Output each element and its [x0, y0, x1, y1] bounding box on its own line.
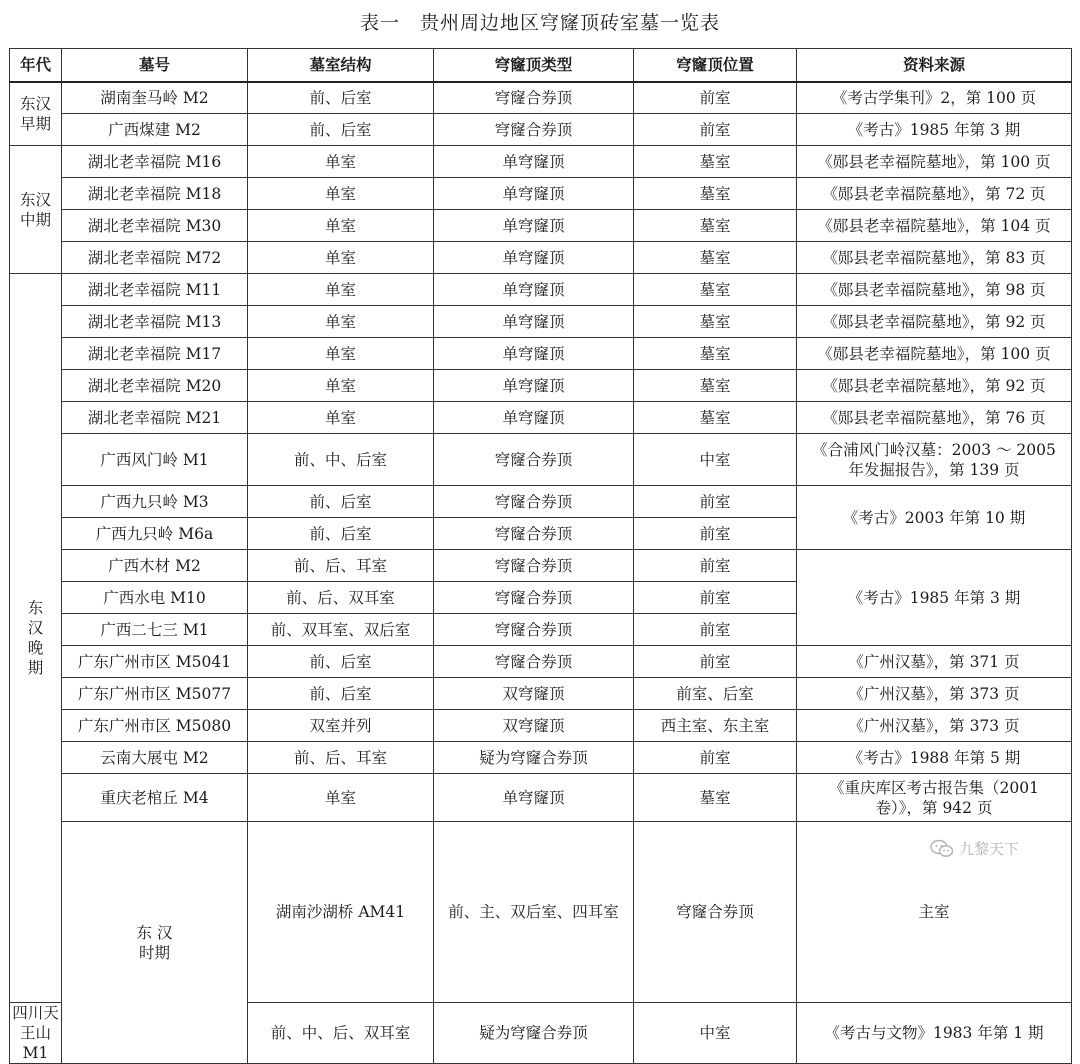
- structure-cell: 前、后室: [248, 646, 434, 678]
- vault-type-cell: 单穹窿顶: [434, 178, 634, 210]
- structure-cell: 单室: [248, 210, 434, 242]
- source-cell: 《郧县老幸福院墓地》，第 100 页: [797, 146, 1072, 178]
- vault-position-cell: 中室: [634, 434, 797, 486]
- tomb-cell: 四川天王山 M1: [10, 1003, 62, 1064]
- era-cell-early: [10, 82, 62, 146]
- vault-type-cell: 双穹窿顶: [434, 678, 634, 710]
- structure-cell: 单室: [248, 242, 434, 274]
- table-row: [10, 646, 1072, 678]
- vault-type-cell: 穹窿合券顶: [434, 486, 634, 518]
- table-row: [10, 710, 1072, 742]
- vault-type-cell: 双穹窿顶: [434, 710, 634, 742]
- header-era: 年代: [10, 49, 62, 82]
- era-text: 汉: [27, 619, 44, 637]
- tomb-cell: 广西二七三 M1: [62, 614, 248, 646]
- vault-type-cell: 穹窿合券顶: [434, 646, 634, 678]
- structure-cell: 双室并列: [248, 710, 434, 742]
- tomb-cell: 广东广州市区 M5080: [62, 710, 248, 742]
- structure-cell: 单室: [248, 274, 434, 306]
- structure-cell: 前、中、后室: [248, 434, 434, 486]
- vault-type-cell: 单穹窿顶: [434, 210, 634, 242]
- vault-position-cell: 中室: [634, 1003, 797, 1064]
- vault-type-cell: 穹窿合券顶: [434, 614, 634, 646]
- tomb-cell: 云南大展屯 M2: [62, 742, 248, 774]
- structure-cell: 前、中、后、双耳室: [248, 1003, 434, 1064]
- vault-type-cell: 穹窿合券顶: [434, 82, 634, 114]
- table-row: [10, 338, 1072, 370]
- vault-type-cell: 穹窿合券顶: [434, 582, 634, 614]
- tomb-cell: 湖北老幸福院 M17: [62, 338, 248, 370]
- era-cell-general: [62, 822, 248, 1064]
- era-text: 东汉: [19, 190, 51, 209]
- source-cell: 《广州汉墓》，第 371 页: [797, 646, 1072, 678]
- table-row: [10, 146, 1072, 178]
- table-row: [10, 550, 1072, 582]
- vault-type-cell: 单穹窿顶: [434, 242, 634, 274]
- table-row: [10, 742, 1072, 774]
- era-text: 期: [27, 659, 44, 677]
- vault-position-cell: 墓室: [634, 178, 797, 210]
- vault-position-cell: 前室: [634, 518, 797, 550]
- table-title: 表一 贵州周边地区穹窿顶砖室墓一览表: [359, 12, 720, 34]
- vault-position-cell: 前室: [634, 82, 797, 114]
- tomb-cell: 广西水电 M10: [62, 582, 248, 614]
- structure-cell: 前、后室: [248, 114, 434, 146]
- table-row: [10, 274, 1072, 306]
- table-row: [10, 402, 1072, 434]
- source-line: 年发掘报告》，第 139 页: [848, 460, 1020, 479]
- structure-cell: 单室: [248, 370, 434, 402]
- tomb-cell: 湖北老幸福院 M72: [62, 242, 248, 274]
- tomb-cell: 湖北老幸福院 M11: [62, 274, 248, 306]
- vault-type-cell: 单穹窿顶: [434, 402, 634, 434]
- table-row: [10, 306, 1072, 338]
- structure-cell: 单室: [248, 306, 434, 338]
- source-line: 《合浦风门岭汉墓：2003 ～ 2005: [812, 440, 1056, 459]
- tomb-cell: 广东广州市区 M5077: [62, 678, 248, 710]
- tomb-cell: 广西煤建 M2: [62, 114, 248, 146]
- era-text: 东: [27, 599, 44, 617]
- tomb-cell: 湖南奎马岭 M2: [62, 82, 248, 114]
- table-row: [10, 82, 1072, 114]
- table-row: [10, 774, 1072, 822]
- structure-cell: 单室: [248, 774, 434, 822]
- header-tomb: 墓号: [62, 49, 248, 82]
- vault-type-cell: 单穹窿顶: [434, 370, 634, 402]
- source-cell: [797, 434, 1072, 486]
- era-text: 东 汉: [136, 923, 173, 942]
- structure-cell: 单室: [248, 178, 434, 210]
- tomb-cell: 湖南沙湖桥 AM41: [248, 822, 434, 1003]
- tomb-cell: 广东广州市区 M5041: [62, 646, 248, 678]
- structure-cell: 前、后、耳室: [248, 742, 434, 774]
- vault-position-cell: 墓室: [634, 774, 797, 822]
- source-cell: 《广州汉墓》，第 373 页: [797, 678, 1072, 710]
- source-cell: 《考古》2003 年第 10 期: [797, 486, 1072, 550]
- structure-cell: 前、主、双后室、四耳室: [434, 822, 634, 1003]
- structure-cell: 前、后、双耳室: [248, 582, 434, 614]
- tomb-cell: 广西风门岭 M1: [62, 434, 248, 486]
- vault-position-cell: 前室、后室: [634, 678, 797, 710]
- table-row: [10, 434, 1072, 486]
- tomb-cell: 湖北老幸福院 M13: [62, 306, 248, 338]
- vault-type-cell: 单穹窿顶: [434, 146, 634, 178]
- vault-position-cell: 墓室: [634, 338, 797, 370]
- source-cell: 《郧县老幸福院墓地》，第 83 页: [797, 242, 1072, 274]
- vault-position-cell: 前室: [634, 486, 797, 518]
- table-row: [10, 242, 1072, 274]
- source-cell: 《郧县老幸福院墓地》，第 92 页: [797, 370, 1072, 402]
- vault-type-cell: 穹窿合券顶: [434, 518, 634, 550]
- vault-type-cell: 单穹窿顶: [434, 338, 634, 370]
- tomb-cell: 湖北老幸福院 M30: [62, 210, 248, 242]
- tomb-table: [9, 48, 1072, 1064]
- source-cell: 《郧县老幸福院墓地》，第 76 页: [797, 402, 1072, 434]
- vault-type-cell: 疑为穹窿合券顶: [434, 1003, 634, 1064]
- vault-position-cell: 前室: [634, 114, 797, 146]
- tomb-cell: 湖北老幸福院 M16: [62, 146, 248, 178]
- vault-type-cell: 穹窿合券顶: [634, 822, 797, 1003]
- vault-type-cell: 疑为穹窿合券顶: [434, 742, 634, 774]
- header-source: 资料来源: [797, 49, 1072, 82]
- source-cell: 《考古》1985 年第 3 期: [797, 550, 1072, 646]
- source-cell: 《郧县老幸福院墓地》，第 104 页: [797, 210, 1072, 242]
- tomb-cell: 湖北老幸福院 M20: [62, 370, 248, 402]
- vault-position-cell: 前室: [634, 550, 797, 582]
- vault-type-cell: 单穹窿顶: [434, 274, 634, 306]
- table-row: [10, 486, 1072, 518]
- tomb-cell: 广西九只岭 M3: [62, 486, 248, 518]
- vault-position-cell: 墓室: [634, 306, 797, 338]
- table-row: [10, 822, 1072, 1003]
- vault-position-cell: 墓室: [634, 402, 797, 434]
- era-text: 时期: [138, 943, 170, 962]
- source-cell: 《郧县老幸福院墓地》，第 100 页: [797, 338, 1072, 370]
- tomb-cell: 重庆老棺丘 M4: [62, 774, 248, 822]
- era-cell-middle: [10, 146, 62, 274]
- source-cell: 《考古》1985 年第 3 期: [797, 114, 1072, 146]
- header-vault-type: 穹窿顶类型: [434, 49, 634, 82]
- table-row: [10, 210, 1072, 242]
- source-cell: 《考古与文物》1983 年第 1 期: [797, 1003, 1072, 1064]
- source-line: 《重庆库区考古报告集（2001: [829, 778, 1039, 797]
- source-cell: 《郧县老幸福院墓地》，第 72 页: [797, 178, 1072, 210]
- vault-position-cell: 西主室、东主室: [634, 710, 797, 742]
- table-row: [10, 678, 1072, 710]
- structure-cell: 前、后、耳室: [248, 550, 434, 582]
- structure-cell: 单室: [248, 338, 434, 370]
- vault-type-cell: 单穹窿顶: [434, 774, 634, 822]
- vault-type-cell: 穹窿合券顶: [434, 114, 634, 146]
- structure-cell: 单室: [248, 146, 434, 178]
- vault-position-cell: 前室: [634, 646, 797, 678]
- vault-position-cell: 前室: [634, 742, 797, 774]
- wechat-icon: [930, 839, 954, 859]
- era-text: 中期: [19, 210, 51, 229]
- vault-type-cell: 穹窿合券顶: [434, 550, 634, 582]
- structure-cell: 前、后室: [248, 518, 434, 550]
- source-cell: [797, 774, 1072, 822]
- watermark-text: 九黎天下: [959, 840, 1020, 858]
- vault-type-cell: 穹窿合券顶: [434, 434, 634, 486]
- structure-cell: 前、后室: [248, 82, 434, 114]
- era-text: 早期: [19, 114, 51, 133]
- header-vault-position: 穹窿顶位置: [634, 49, 797, 82]
- source-cell: 《考古学集刊》2，第 100 页: [797, 82, 1072, 114]
- vault-position-cell: 前室: [634, 614, 797, 646]
- tomb-cell: 广西木材 M2: [62, 550, 248, 582]
- table-row: [10, 114, 1072, 146]
- vault-position-cell: 墓室: [634, 370, 797, 402]
- tomb-cell: 广西九只岭 M6a: [62, 518, 248, 550]
- era-text: 东汉: [19, 94, 51, 113]
- vault-position-cell: 墓室: [634, 210, 797, 242]
- watermark: [930, 838, 1019, 859]
- source-cell: 《考古》1988 年第 5 期: [797, 742, 1072, 774]
- vault-position-cell: 墓室: [634, 242, 797, 274]
- source-cell: 《广州汉墓》，第 373 页: [797, 710, 1072, 742]
- vault-type-cell: 单穹窿顶: [434, 306, 634, 338]
- header-structure: 墓室结构: [248, 49, 434, 82]
- tomb-cell: 湖北老幸福院 M21: [62, 402, 248, 434]
- vault-position-cell: 主室: [797, 822, 1072, 1003]
- tomb-cell: 湖北老幸福院 M18: [62, 178, 248, 210]
- era-text: 晚: [27, 639, 44, 657]
- vault-position-cell: 前室: [634, 582, 797, 614]
- table-row: [10, 370, 1072, 402]
- structure-cell: 前、双耳室、双后室: [248, 614, 434, 646]
- era-cell-late: [10, 274, 62, 1003]
- vault-position-cell: 墓室: [634, 146, 797, 178]
- structure-cell: 单室: [248, 402, 434, 434]
- vault-position-cell: 墓室: [634, 274, 797, 306]
- source-cell: 《郧县老幸福院墓地》，第 92 页: [797, 306, 1072, 338]
- source-cell: 《郧县老幸福院墓地》，第 98 页: [797, 274, 1072, 306]
- table-row: [10, 178, 1072, 210]
- structure-cell: 前、后室: [248, 486, 434, 518]
- source-line: 卷）》，第 942 页: [875, 798, 993, 817]
- structure-cell: 前、后室: [248, 678, 434, 710]
